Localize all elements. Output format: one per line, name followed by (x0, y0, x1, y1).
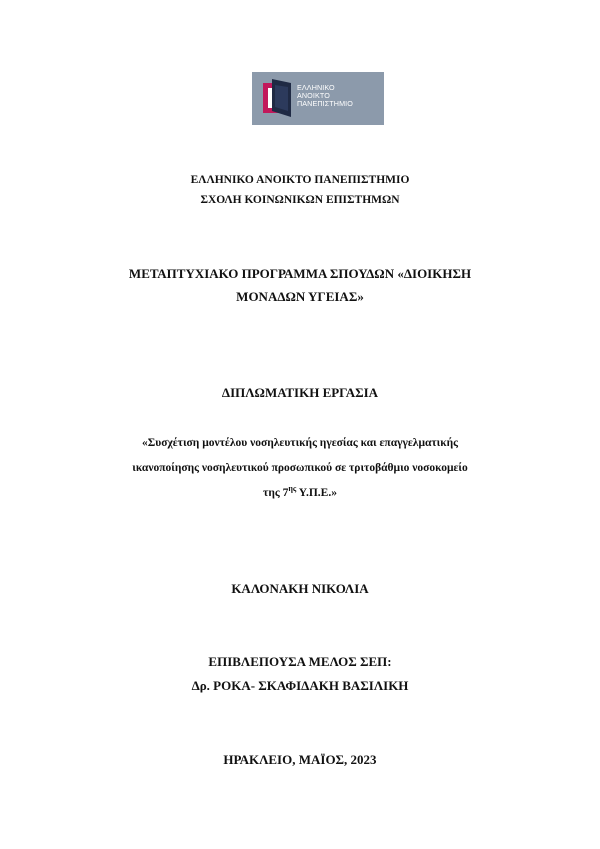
thesis-title-line-3-prefix: της 7 (263, 487, 289, 499)
thesis-title-line-3 (0, 484, 600, 499)
supervisor-name: Δρ. ΡΟΚΑ- ΣΚΑΦΙΔΑΚΗ ΒΑΣΙΛΙΚΗ (191, 678, 409, 693)
program-line-1: ΜΕΤΑΠΤΥΧΙΑΚΟ ΠΡΟΓΡΑΜΜΑ ΣΠΟΥΔΩΝ «ΔΙΟΙΚΗΣΗ (128, 266, 472, 281)
university-name: ΕΛΛΗΝΙΚΟ ΑΝΟΙΚΤΟ ΠΑΝΕΠΙΣΤΗΜΙΟ (190, 174, 410, 186)
author-name: ΚΑΛΟΝΑΚΗ ΝΙΚΟΛΙΑ (231, 581, 369, 596)
thesis-title-ordinal: ης (288, 484, 297, 494)
logo-line-2: ΑΝΟΙΚΤΟ (297, 91, 330, 100)
logo-line-1: ΕΛΛΗΝΙΚΟ (297, 83, 335, 92)
place-date: ΗΡΑΚΛΕΙΟ, ΜΑΪΟΣ, 2023 (223, 752, 377, 767)
thesis-type: ΔΙΠΛΩΜΑΤΙΚΗ ΕΡΓΑΣΙΑ (221, 385, 379, 400)
program-line-2: ΜΟΝΑΔΩΝ ΥΓΕΙΑΣ» (236, 289, 364, 304)
eap-emblem-icon (263, 79, 293, 117)
school-name: ΣΧΟΛΗ ΚΟΙΝΩΝΙΚΩΝ ΕΠΙΣΤΗΜΩΝ (200, 194, 400, 206)
thesis-title-line-1: «Συσχέτιση μοντέλου νοσηλευτικής ηγεσίας και επαγγελματικής (141, 437, 459, 449)
supervisor-label: ΕΠΙΒΛΕΠΟΥΣΑ ΜΕΛΟΣ ΣΕΠ: (208, 654, 392, 669)
thesis-title-line-2: ικανοποίησης νοσηλευτικού προσωπικού σε τριτοβάθμιο νοσοκομείο (132, 462, 468, 474)
university-logo (252, 72, 384, 125)
logo-text (297, 84, 353, 108)
thesis-title-line-3-suffix: Υ.Π.Ε.» (296, 487, 337, 499)
logo-line-3: ΠΑΝΕΠΙΣΤΗΜΙΟ (297, 99, 353, 108)
